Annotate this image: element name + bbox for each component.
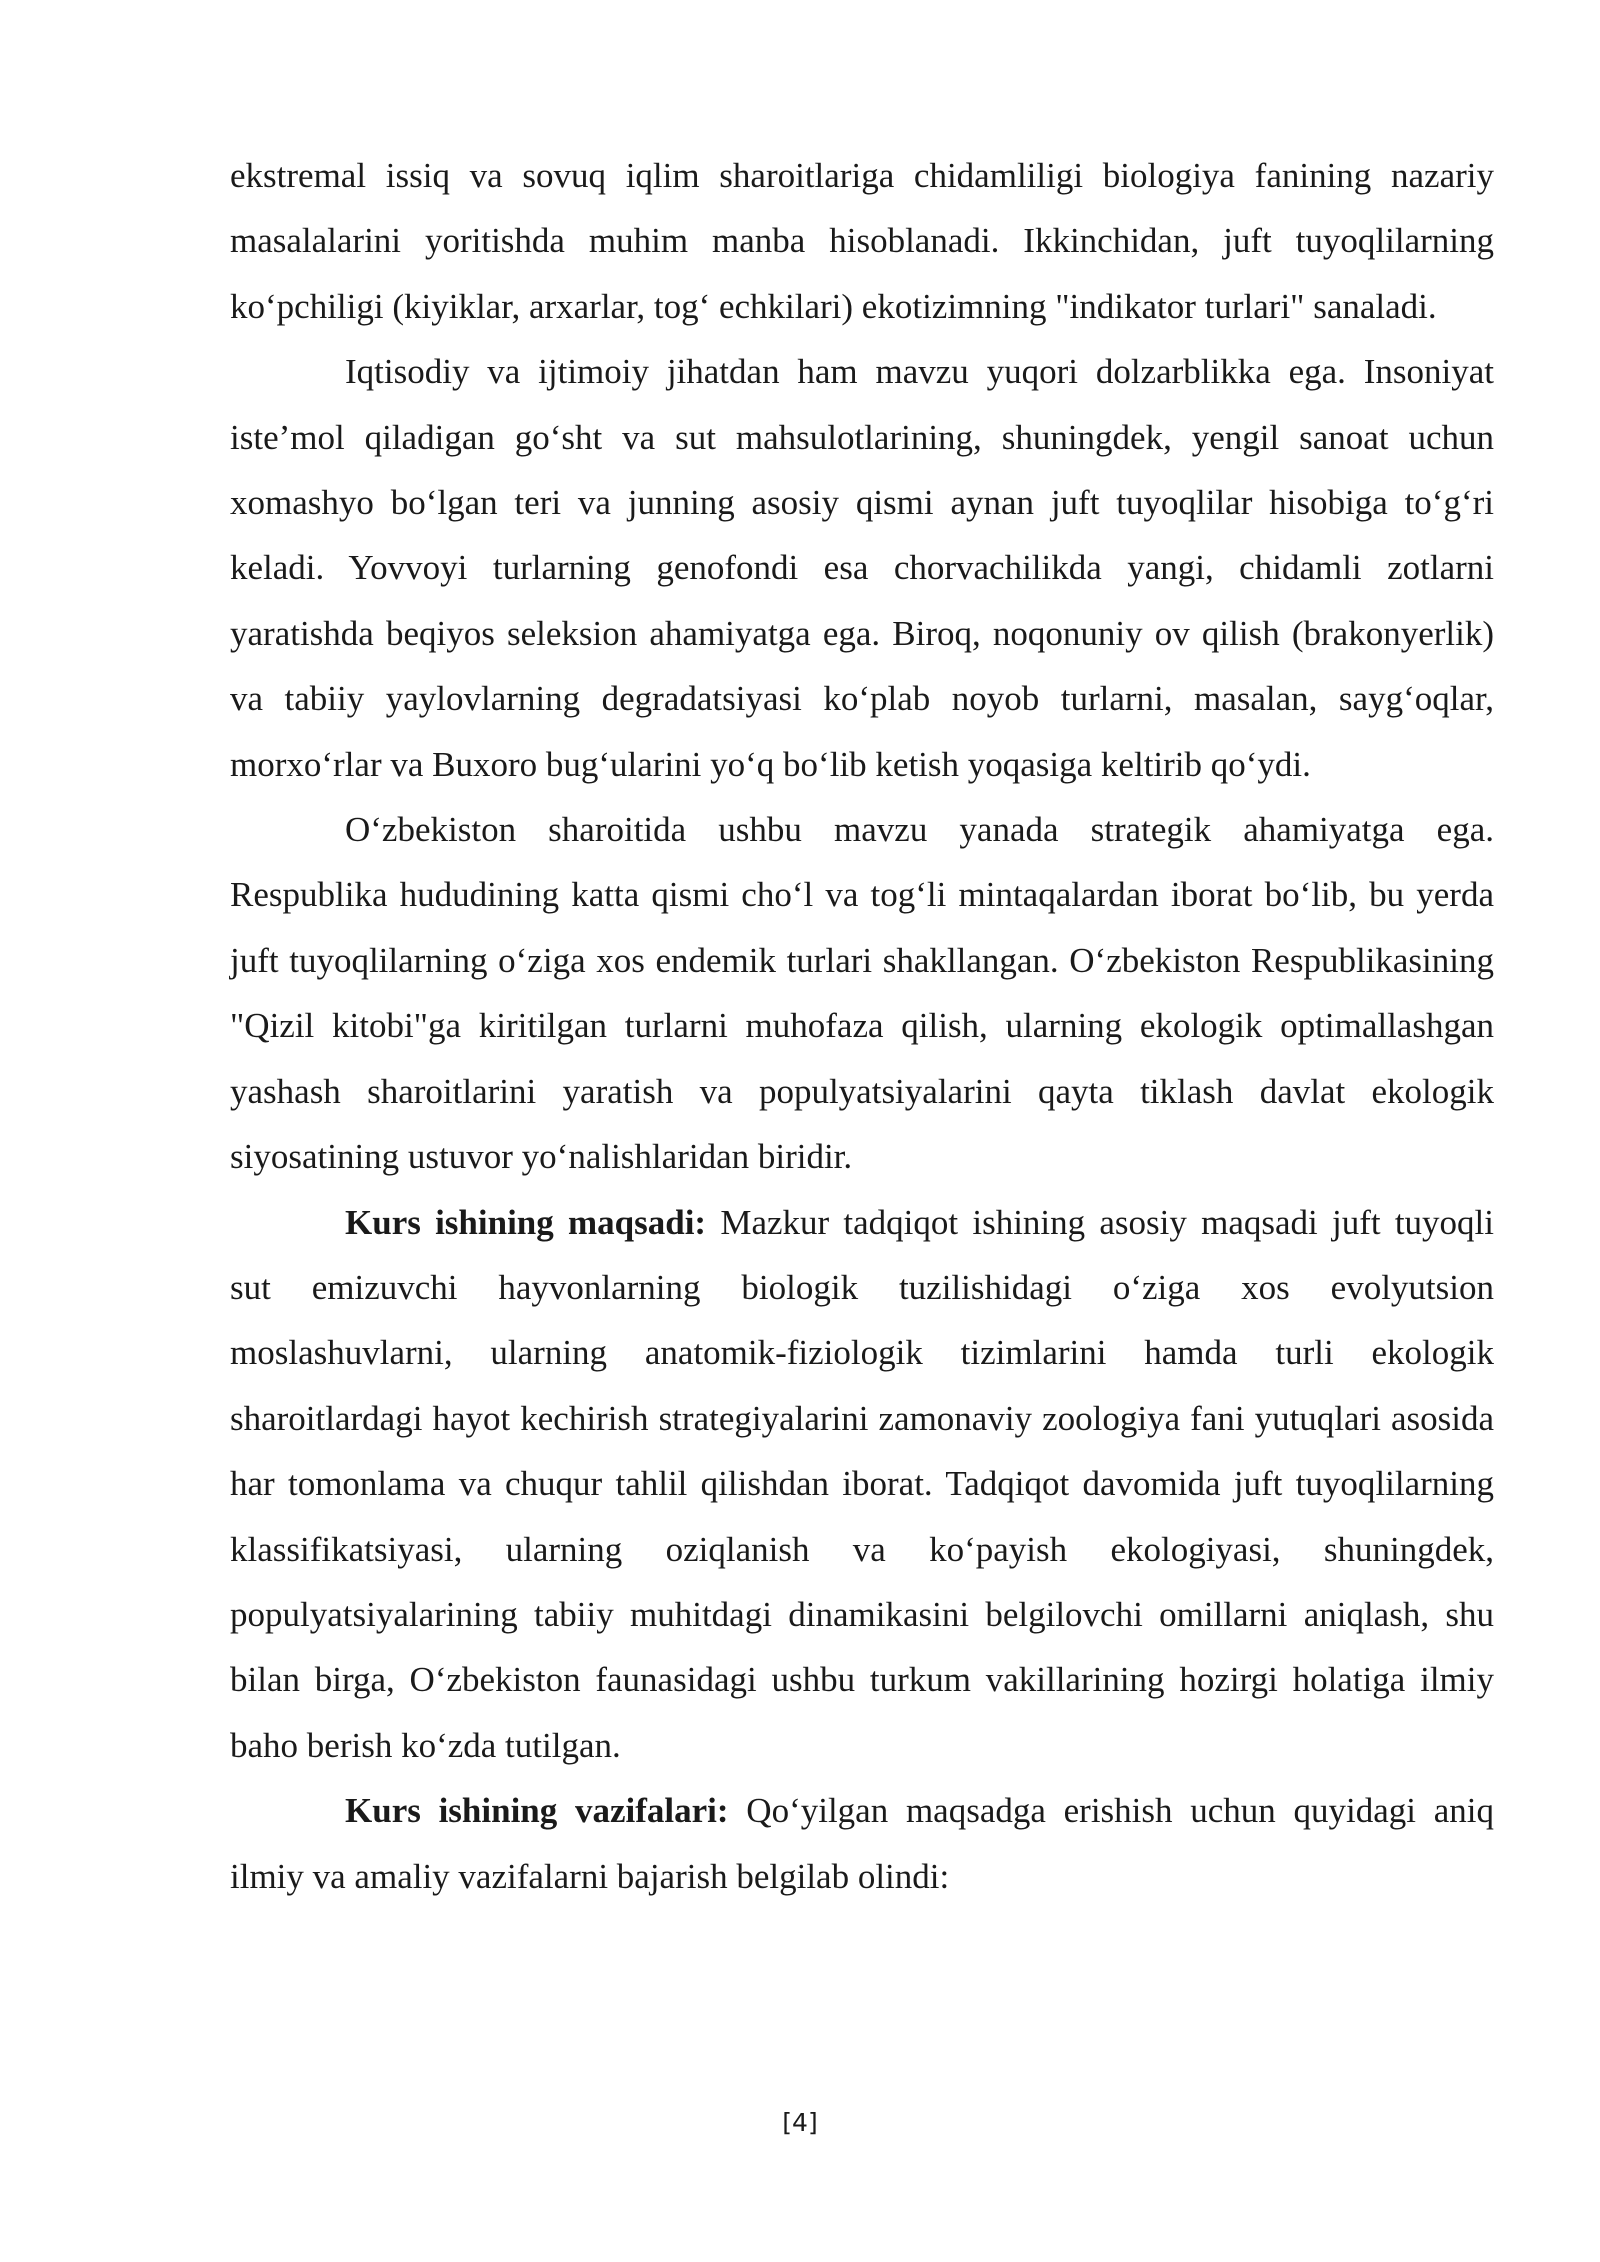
- paragraph-text: Mazkur tadqiqot ishining asosiy maqsadi juft tuyoqli sut emizuvchi hayvonlarning biologik tuzilishidagi o‘ziga xos evolyutsion moslashuvlarni, ularning anatomik-fiziologik tizimlarini hamda turli ekologik sharoitlardagi hayot kechirish strategiyalarini zamonaviy zoologiya fani yutuqlari asosida har tomonlama va chuqur tahlil qilishdan iborat. Tadqiqot davomida juft tuyoqlilarning klassifikatsiyasi, ularning oziqlanish va ko‘payish ekologiyasi, shuningdek, populyatsiyalarining tabiiy muhitdagi dinamikasini belgilovchi omillarni aniqlash, shu bilan birga, O‘zbekiston faunasidagi ushbu turkum vakillarining hozirgi holatiga ilmiy baho berish ko‘zda tutilgan.: [230, 1202, 1494, 1765]
- paragraph-2: [230, 339, 1494, 797]
- tasks-heading: Kurs ishining vazifalari:: [345, 1791, 729, 1831]
- paragraph-3: [230, 797, 1494, 1189]
- page-number: [4]: [782, 2108, 818, 2137]
- paragraph-text: Qo‘yilgan maqsadga erishish uchun quyidagi aniq ilmiy va amaliy vazifalarni bajarish belgilab olindi:: [230, 1791, 1494, 1896]
- paragraph-text: ekstremal issiq va sovuq iqlim sharoitlariga chidamliligi biologiya fanining nazariy masalalarini yoritishda muhim manba hisoblanadi. Ikkinchidan, juft tuyoqlilarning ko‘pchiligi (kiyiklar, arxarlar, tog‘ echkilari) ekotizimning "indikator turlari" sanaladi.: [230, 156, 1494, 326]
- goal-heading: Kurs ishining maqsadi:: [345, 1202, 707, 1242]
- paragraph-text: O‘zbekiston sharoitida ushbu mavzu yanada strategik ahamiyatga ega. Respublika hududining katta qismi cho‘l va tog‘li mintaqalardan iborat bo‘lib, bu yerda juft tuyoqlilarning o‘ziga xos endemik turlari shakllangan. O‘zbekiston Respublikasining "Qizil kitobi"ga kiritilgan turlarni muhofaza qilish, ularning ekologik optimallashgan yashash sharoitlarini yaratish va populyatsiyalarini qayta tiklash davlat ekologik siyosatining ustuvor yo‘nalishlaridan biridir.: [230, 810, 1494, 1177]
- paragraph-tasks: [230, 1778, 1494, 1909]
- paragraph-1: [230, 143, 1494, 339]
- paragraph-text: Iqtisodiy va ijtimoiy jihatdan ham mavzu yuqori dolzarblikka ega. Insoniyat iste’mol qiladigan go‘sht va sut mahsulotlarining, shuningdek, yengil sanoat uchun xomashyo bo‘lgan teri va junning asosiy qismi aynan juft tuyoqlilar hisobiga to‘g‘ri keladi. Yovvoyi turlarning genofondi esa chorvachilikda yangi, chidamli zotlarni yaratishda beqiyos seleksion ahamiyatga ega. Biroq, noqonuniy ov qilish (brakonyerlik) va tabiiy yaylovlarning degradatsiyasi ko‘plab noyob turlarni, masalan, sayg‘oqlar, morxo‘rlar va Buxoro bug‘ularini yo‘q bo‘lib ketish yoqasiga keltirib qo‘ydi.: [230, 352, 1494, 784]
- body-text: [230, 143, 1494, 1909]
- paragraph-goal: [230, 1190, 1494, 1779]
